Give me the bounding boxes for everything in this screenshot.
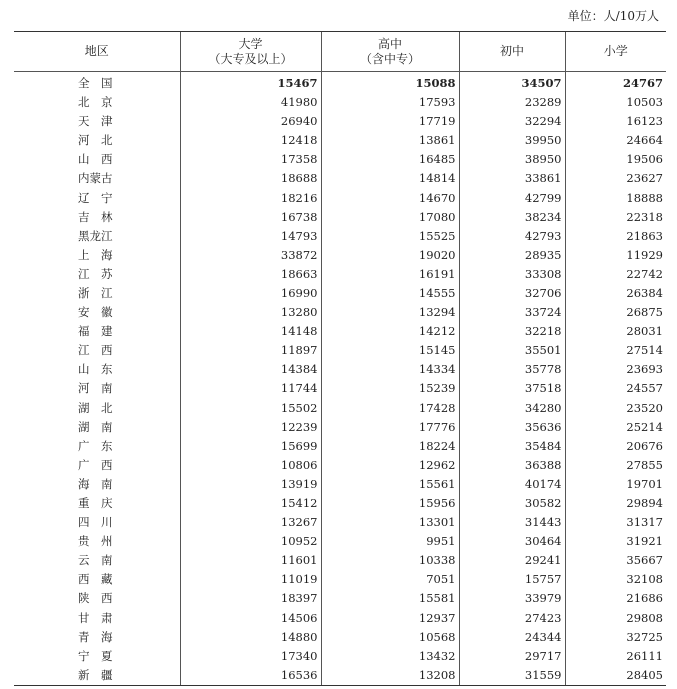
cell-junior: 29717 xyxy=(459,647,565,666)
cell-junior: 33979 xyxy=(459,589,565,608)
cell-primary: 25214 xyxy=(565,418,666,437)
table-row xyxy=(14,188,666,207)
table-header xyxy=(14,32,666,72)
cell-region: 四 川 xyxy=(78,515,113,530)
cell-college: 16536 xyxy=(180,666,321,686)
cell-region: 吉 林 xyxy=(78,209,113,224)
cell-region: 河 北 xyxy=(78,133,113,148)
cell-primary: 24557 xyxy=(565,379,666,398)
cell-college: 15502 xyxy=(180,399,321,418)
cell-high-school: 14670 xyxy=(321,188,459,207)
table-row xyxy=(14,93,666,112)
header-high-school-label: 高中 xyxy=(377,36,402,51)
cell-primary: 31921 xyxy=(565,532,666,551)
cell-junior: 31559 xyxy=(459,666,565,686)
cell-primary: 27855 xyxy=(565,456,666,475)
cell-primary: 26384 xyxy=(565,284,666,303)
cell-high-school: 17593 xyxy=(321,93,459,112)
cell-college: 12418 xyxy=(180,131,321,150)
table-row xyxy=(14,475,666,494)
cell-region: 浙 江 xyxy=(78,285,113,300)
cell-high-school: 13301 xyxy=(321,513,459,532)
cell-region: 海 南 xyxy=(78,476,113,491)
cell-region: 湖 南 xyxy=(78,419,113,434)
cell-college: 18216 xyxy=(180,188,321,207)
cell-junior: 42799 xyxy=(459,188,565,207)
cell-high-school: 15561 xyxy=(321,475,459,494)
table-row xyxy=(14,112,666,131)
table-row xyxy=(14,360,666,379)
cell-high-school: 17428 xyxy=(321,399,459,418)
cell-high-school: 14555 xyxy=(321,284,459,303)
table-row xyxy=(14,150,666,169)
cell-high-school: 15956 xyxy=(321,494,459,513)
cell-high-school: 16191 xyxy=(321,265,459,284)
cell-high-school: 16485 xyxy=(321,150,459,169)
cell-primary: 24767 xyxy=(565,72,666,94)
cell-junior: 33308 xyxy=(459,265,565,284)
header-region: 地区 xyxy=(14,32,180,72)
table-row xyxy=(14,589,666,608)
table-row xyxy=(14,246,666,265)
cell-region: 全 国 xyxy=(78,76,113,90)
cell-college: 12239 xyxy=(180,418,321,437)
cell-college: 11019 xyxy=(180,570,321,589)
cell-junior: 29241 xyxy=(459,551,565,570)
cell-primary: 24664 xyxy=(565,131,666,150)
cell-junior: 40174 xyxy=(459,475,565,494)
table-row xyxy=(14,265,666,284)
cell-junior: 30464 xyxy=(459,532,565,551)
cell-junior: 33724 xyxy=(459,303,565,322)
cell-region: 河 南 xyxy=(78,381,113,396)
cell-junior: 38234 xyxy=(459,208,565,227)
cell-primary: 27514 xyxy=(565,341,666,360)
cell-primary: 22318 xyxy=(565,208,666,227)
cell-primary: 22742 xyxy=(565,265,666,284)
cell-college: 18663 xyxy=(180,265,321,284)
cell-primary: 20676 xyxy=(565,437,666,456)
cell-region: 甘 肃 xyxy=(78,610,113,625)
table-row xyxy=(14,570,666,589)
table-row xyxy=(14,341,666,360)
cell-region: 福 建 xyxy=(78,324,113,339)
cell-high-school: 15088 xyxy=(321,72,459,94)
cell-college: 14148 xyxy=(180,322,321,341)
cell-primary: 16123 xyxy=(565,112,666,131)
table-row xyxy=(14,513,666,532)
cell-primary: 29894 xyxy=(565,494,666,513)
cell-region: 陕 西 xyxy=(78,591,113,606)
table-row xyxy=(14,456,666,475)
cell-high-school: 13432 xyxy=(321,647,459,666)
cell-college: 10952 xyxy=(180,532,321,551)
unit-label: 单位：人/10万人 xyxy=(567,9,659,23)
cell-region: 黑龙江 xyxy=(78,228,113,243)
cell-primary: 28031 xyxy=(565,322,666,341)
table-row xyxy=(14,379,666,398)
table-row xyxy=(14,303,666,322)
cell-high-school: 13861 xyxy=(321,131,459,150)
cell-junior: 15757 xyxy=(459,570,565,589)
cell-college: 33872 xyxy=(180,246,321,265)
cell-junior: 42793 xyxy=(459,227,565,246)
cell-junior: 32706 xyxy=(459,284,565,303)
cell-primary: 18888 xyxy=(565,188,666,207)
cell-junior: 35501 xyxy=(459,341,565,360)
cell-college: 14793 xyxy=(180,227,321,246)
cell-junior: 27423 xyxy=(459,609,565,628)
cell-region: 贵 州 xyxy=(78,534,113,549)
cell-primary: 23520 xyxy=(565,399,666,418)
cell-college: 11897 xyxy=(180,341,321,360)
cell-primary: 31317 xyxy=(565,513,666,532)
cell-region: 上 海 xyxy=(78,247,113,262)
cell-high-school: 15581 xyxy=(321,589,459,608)
cell-junior: 35484 xyxy=(459,437,565,456)
table-row xyxy=(14,208,666,227)
table-row xyxy=(14,131,666,150)
cell-college: 17340 xyxy=(180,647,321,666)
cell-college: 15699 xyxy=(180,437,321,456)
cell-primary: 26111 xyxy=(565,647,666,666)
cell-region: 北 京 xyxy=(78,95,113,110)
cell-junior: 34507 xyxy=(459,72,565,94)
cell-high-school: 15239 xyxy=(321,379,459,398)
cell-primary: 32108 xyxy=(565,570,666,589)
cell-college: 14384 xyxy=(180,360,321,379)
cell-junior: 37518 xyxy=(459,379,565,398)
cell-college: 16738 xyxy=(180,208,321,227)
cell-primary: 21863 xyxy=(565,227,666,246)
cell-high-school: 12962 xyxy=(321,456,459,475)
cell-junior: 31443 xyxy=(459,513,565,532)
cell-region: 山 东 xyxy=(78,362,113,377)
cell-junior: 32218 xyxy=(459,322,565,341)
cell-region: 重 庆 xyxy=(78,496,113,511)
cell-primary: 26875 xyxy=(565,303,666,322)
cell-high-school: 17080 xyxy=(321,208,459,227)
cell-college: 10806 xyxy=(180,456,321,475)
cell-junior: 39950 xyxy=(459,131,565,150)
cell-primary: 23627 xyxy=(565,169,666,188)
cell-high-school: 12937 xyxy=(321,609,459,628)
table-row-total xyxy=(14,72,666,94)
cell-junior: 32294 xyxy=(459,112,565,131)
cell-primary: 35667 xyxy=(565,551,666,570)
cell-primary: 10503 xyxy=(565,93,666,112)
cell-college: 14880 xyxy=(180,628,321,647)
header-row xyxy=(14,32,666,72)
cell-high-school: 10568 xyxy=(321,628,459,647)
cell-high-school: 15525 xyxy=(321,227,459,246)
table-row xyxy=(14,437,666,456)
cell-college: 15412 xyxy=(180,494,321,513)
cell-junior: 33861 xyxy=(459,169,565,188)
cell-primary: 11929 xyxy=(565,246,666,265)
cell-region: 湖 北 xyxy=(78,400,113,415)
cell-region: 青 海 xyxy=(78,629,113,644)
cell-junior: 38950 xyxy=(459,150,565,169)
cell-primary: 29808 xyxy=(565,609,666,628)
table-row xyxy=(14,227,666,246)
header-primary: 小学 xyxy=(565,32,666,72)
table-row xyxy=(14,284,666,303)
cell-college: 11601 xyxy=(180,551,321,570)
table-row xyxy=(14,322,666,341)
cell-high-school: 19020 xyxy=(321,246,459,265)
cell-high-school: 13208 xyxy=(321,666,459,686)
cell-junior: 35636 xyxy=(459,418,565,437)
cell-high-school: 14814 xyxy=(321,169,459,188)
cell-college: 16990 xyxy=(180,284,321,303)
table-row xyxy=(14,551,666,570)
cell-college: 17358 xyxy=(180,150,321,169)
table-row xyxy=(14,532,666,551)
cell-junior: 36388 xyxy=(459,456,565,475)
cell-primary: 19701 xyxy=(565,475,666,494)
table-row xyxy=(14,666,666,686)
cell-region: 江 苏 xyxy=(78,266,113,281)
cell-region: 广 东 xyxy=(78,438,113,453)
cell-region: 天 津 xyxy=(78,114,113,129)
table-row xyxy=(14,399,666,418)
cell-college: 41980 xyxy=(180,93,321,112)
cell-region: 安 徽 xyxy=(78,305,113,320)
cell-high-school: 10338 xyxy=(321,551,459,570)
cell-college: 26940 xyxy=(180,112,321,131)
header-college xyxy=(180,32,321,72)
table-row xyxy=(14,494,666,513)
cell-junior: 34280 xyxy=(459,399,565,418)
header-college-sub: （大专及以上） xyxy=(208,51,293,66)
cell-high-school: 9951 xyxy=(321,532,459,551)
cell-primary: 32725 xyxy=(565,628,666,647)
cell-primary: 23693 xyxy=(565,360,666,379)
cell-region: 辽 宁 xyxy=(78,190,113,205)
table-row xyxy=(14,609,666,628)
cell-high-school: 17776 xyxy=(321,418,459,437)
table-body xyxy=(14,72,666,686)
cell-junior: 28935 xyxy=(459,246,565,265)
cell-college: 13919 xyxy=(180,475,321,494)
cell-primary: 19506 xyxy=(565,150,666,169)
cell-college: 18688 xyxy=(180,169,321,188)
table-row xyxy=(14,169,666,188)
header-college-label: 大学 xyxy=(238,36,263,51)
cell-region: 宁 夏 xyxy=(78,648,113,663)
cell-region: 新 疆 xyxy=(14,666,180,686)
cell-high-school: 14212 xyxy=(321,322,459,341)
cell-high-school: 17719 xyxy=(321,112,459,131)
table-row xyxy=(14,628,666,647)
cell-high-school: 14334 xyxy=(321,360,459,379)
cell-region: 江 西 xyxy=(78,343,113,358)
cell-high-school: 7051 xyxy=(321,570,459,589)
header-junior: 初中 xyxy=(459,32,565,72)
cell-high-school: 15145 xyxy=(321,341,459,360)
cell-junior: 30582 xyxy=(459,494,565,513)
cell-college: 13280 xyxy=(180,303,321,322)
cell-high-school: 13294 xyxy=(321,303,459,322)
cell-primary: 21686 xyxy=(565,589,666,608)
table-row xyxy=(14,647,666,666)
header-high-school xyxy=(321,32,459,72)
cell-junior: 35778 xyxy=(459,360,565,379)
cell-college: 11744 xyxy=(180,379,321,398)
cell-college: 14506 xyxy=(180,609,321,628)
cell-college: 13267 xyxy=(180,513,321,532)
cell-region: 西 藏 xyxy=(78,572,113,587)
cell-junior: 24344 xyxy=(459,628,565,647)
cell-region: 云 南 xyxy=(78,553,113,568)
cell-high-school: 18224 xyxy=(321,437,459,456)
header-high-school-sub: （含中专） xyxy=(359,51,420,66)
education-table xyxy=(14,31,666,686)
cell-region: 内蒙古 xyxy=(78,171,113,186)
cell-region: 山 西 xyxy=(78,152,113,167)
cell-region: 广 西 xyxy=(78,457,113,472)
table-row xyxy=(14,418,666,437)
cell-primary: 28405 xyxy=(565,666,666,686)
cell-college: 15467 xyxy=(180,72,321,94)
cell-college: 18397 xyxy=(180,589,321,608)
cell-junior: 23289 xyxy=(459,93,565,112)
